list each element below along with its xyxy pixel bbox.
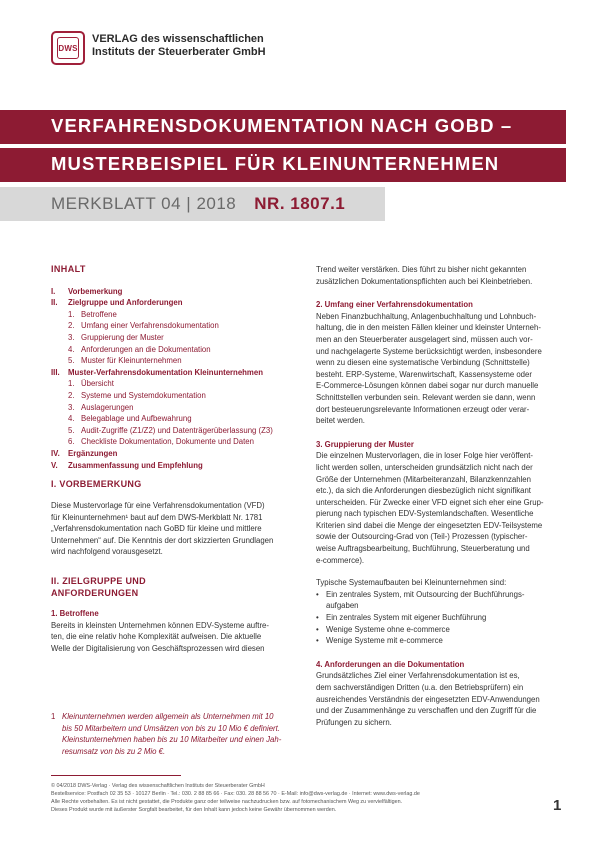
toc-num: 4. (68, 414, 75, 424)
document-number: NR. 1807.1 (254, 194, 346, 213)
footer-line: © 04/2018 DWS-Verlag · Verlag des wissenschaftlichen Instituts der Steuerberater GmbH (51, 783, 265, 789)
toc-subitem[interactable] (51, 425, 295, 437)
toc-num: 6. (68, 437, 75, 447)
text-line: Größe der Unternehmen (Mitarbeiteranzahl, Bilanzkennzahlen (316, 474, 531, 484)
title-line-1: VERFAHRENSDOKUMENTATION NACH GOBD – (0, 110, 566, 144)
typical-systems-intro: Typische Systemaufbauten bei Kleinunternehmen sind: (316, 578, 507, 588)
text-line: E-Commerce-Lösungen können dabei sogar nur durch manuelle (316, 381, 539, 391)
left-column (51, 264, 295, 654)
text-line: Kleinstunternehmen haben bis zu 10 Mitarbeiter und einen Jah- (62, 735, 282, 745)
footer-line: Bestellservice: Postfach 02 35 53 · 10127 Berlin · Tel.: 030. 2 88 85 66 · Fax: 030. 28 88 56 70 · E-Mail: info@dws-verlag.de · Internet: www.dws-verlag.de (51, 791, 420, 797)
text-line: Diese Mustervorlage für eine Verfahrensdokumentation (VFD) (51, 501, 265, 511)
toc-num: 3. (68, 402, 75, 412)
text-line: besteht. ERP-Systeme, Warenwirtschaft, Kassensysteme oder (316, 369, 532, 379)
text-line: für Kleinunternehmen¹ baut auf dem DWS-Merkblatt Nr. 1781 (51, 512, 263, 522)
text-line: Die einzelnen Mustervorlagen, die in loser Folge hier veröffent- (316, 451, 533, 461)
anforderungen-paragraph (316, 670, 562, 728)
toc-label: Muster-Verfahrensdokumentation Kleinunternehmen (68, 367, 263, 377)
text-line: Prüfungen zu sichern. (316, 717, 392, 727)
text-line: pierung nach typischen EDV-Systemlandschaften. Wesentliche (316, 509, 534, 519)
toc-item[interactable] (51, 297, 295, 309)
toc-num: 2. (68, 321, 75, 331)
merkblatt-band (0, 187, 385, 221)
toc-label: Übersicht (81, 379, 114, 389)
text-line: • Wenige Systeme ohne e-commerce (326, 624, 450, 634)
subheading-gruppierung: 3. Gruppierung der Muster (316, 439, 414, 449)
toc-label: Belegablage und Aufbewahrung (81, 414, 192, 424)
footer-line: Alle Rechte vorbehalten. Es ist nicht gestattet, die Produkte ganz oder teilweise nachzudrucken bzw. auf fotomechanischem Weg zu vervielfältigen. (51, 799, 403, 805)
text-line: resumsatz von bis zu 2 Mio €. (62, 746, 166, 756)
toc-label: Zielgruppe und Anforderungen (68, 298, 183, 308)
text-line: Welle der Digitalisierung von Geschäftsprozessen wird diesen (51, 643, 265, 653)
text-line: Trend weiter verstärken. Dies führt zu bisher nicht gekannten (316, 265, 527, 274)
text-line: sowie der Outsourcing-Grad von (Teil-) Prozessen (typischer- (316, 532, 528, 542)
text-line: • Ein zentrales System mit eigener Buchführung (326, 613, 487, 623)
toc-label: Zusammenfassung und Empfehlung (68, 460, 203, 470)
toc-label: Gruppierung der Muster (81, 332, 164, 342)
publisher-name (92, 33, 266, 59)
toc-num: 3. (68, 332, 75, 342)
toc-subitem[interactable] (51, 378, 295, 390)
toc-label: Audit-Zugriffe (Z1/Z2) und Datenträgerüberlassung (Z3) (81, 425, 273, 435)
toc-label: Umfang einer Verfahrensdokumentation (81, 321, 219, 331)
list-item (316, 589, 562, 612)
toc-label: Ergänzungen (68, 448, 118, 458)
toc-label: Systeme und Systemdokumentation (81, 390, 206, 400)
text-line: aufgaben (326, 601, 359, 611)
footer-divider (51, 775, 181, 776)
toc-subitem[interactable] (51, 320, 295, 332)
footer-line: Dieses Produkt wurde mit äußerster Sorgfalt bearbeitet, für den Inhalt kann jedoch keine Gewähr übernommen werden. (51, 807, 337, 813)
toc-num: 2. (68, 390, 75, 400)
subheading-betroffene: 1. Betroffene (51, 609, 99, 619)
text-line: dort besteuerungsrelevante Informationen erzeugt oder verar- (316, 404, 530, 414)
footer-imprint (51, 782, 531, 814)
publisher-line-2: Instituts der Steuerberater GmbH (92, 46, 266, 58)
gruppierung-paragraph (316, 450, 562, 566)
toc-num: 1. (68, 309, 75, 319)
toc-label: Muster für Kleinunternehmen (81, 356, 182, 366)
footnote-number: 1 (51, 712, 56, 721)
text-line: men an den Steuerberater ausgelagert sind, müssen auch vor- (316, 334, 533, 344)
text-line: wenn zu diesen eine systematische Verbindung (Schnittstelle) (316, 358, 530, 368)
text-line: e-commerce). (316, 555, 365, 565)
toc-subitem[interactable] (51, 390, 295, 402)
toc-subitem[interactable] (51, 332, 295, 344)
text-line: ten, die eine relativ hohe Komplexität aufweisen. Die aktuelle (51, 632, 262, 642)
text-line: weise Auftragsbearbeitung, Buchführung, Steuerberatung und (316, 544, 530, 554)
list-item (316, 624, 562, 636)
toc-subitem[interactable] (51, 436, 295, 448)
text-line: beitet werden. (316, 416, 365, 426)
toc-item[interactable] (51, 286, 295, 298)
toc-subitem[interactable] (51, 309, 295, 321)
text-line: dem sachverständigen Dritten (u.a. den Betriebsprüfern) ein (316, 683, 524, 692)
toc-item[interactable] (51, 367, 295, 379)
title-line-2: MUSTERBEISPIEL FÜR KLEINUNTERNEHMEN (0, 148, 566, 182)
dws-logo (51, 31, 85, 65)
umfang-paragraph (316, 311, 562, 427)
section-heading-zielgruppe (51, 575, 295, 599)
text-line: licht werden sollen, unterscheiden grundsätzlich nicht nach der (316, 462, 533, 472)
list-item (316, 612, 562, 624)
text-line: haltung, die in den meisten Fällen kleiner und kleinster Unterneh- (316, 323, 541, 333)
toc-subitem[interactable] (51, 344, 295, 356)
betroffene-paragraph (51, 620, 295, 655)
text-line: wird nachfolgend vorausgesetzt. (51, 547, 163, 557)
text-line: Neben Finanzbuchhaltung, Anlagenbuchhaltung und Lohnbuch- (316, 311, 537, 321)
toc-label: Vorbemerkung (68, 286, 123, 296)
toc-num: III. (51, 367, 60, 377)
merkblatt-label: MERKBLATT 04 | 2018 (51, 194, 237, 213)
toc-num: V. (51, 460, 58, 470)
subheading-anforderungen: 4. Anforderungen an die Dokumentation (316, 659, 465, 669)
text-line: und der Zusammenhänge zu verschaffen und den Zugriff für die (316, 706, 537, 716)
table-of-contents (51, 286, 295, 472)
toc-num: 5. (68, 356, 75, 366)
text-line: Kleinunternehmen werden allgemein als Unternehmen mit 10 (62, 712, 274, 721)
logo-text: DWS (57, 37, 79, 59)
toc-num: 1. (68, 379, 75, 389)
text-line: • Ein zentrales System, mit Outsourcing der Buchführungs- (326, 589, 525, 599)
heading-line: ANFORDERUNGEN (51, 588, 139, 599)
toc-label: Betroffene (81, 309, 117, 319)
footnote (51, 711, 295, 757)
toc-subitem[interactable] (51, 355, 295, 367)
toc-label: Checkliste Dokumentation, Dokumente und Daten (81, 437, 254, 447)
text-line: „Verfahrensdokumentation nach GoBD für kleine und mittlere (51, 524, 262, 534)
toc-num: I. (51, 286, 56, 296)
toc-subitem[interactable] (51, 413, 295, 425)
systems-list (316, 589, 562, 647)
toc-heading: INHALT (51, 264, 86, 274)
section-heading-vorbemerkung: I. VORBEMERKUNG (51, 479, 142, 490)
subheading-umfang: 2. Umfang einer Verfahrensdokumentation (316, 300, 473, 310)
list-item (316, 635, 562, 647)
text-line: Unternehmen“ auf. Die Kenntnis der dort skizzierten Grundlagen (51, 535, 274, 545)
toc-label: Anforderungen an die Dokumentation (81, 344, 211, 354)
vorbemerkung-paragraph (51, 500, 295, 558)
toc-num: II. (51, 298, 58, 308)
text-line: Bereits in kleinsten Unternehmen können EDV-Systeme auftre- (51, 620, 269, 630)
heading-line: II. ZIELGRUPPE UND (51, 576, 146, 587)
text-line: Grundsätzliches Ziel einer Verfahrensdokumentation ist es, (316, 671, 520, 681)
toc-item[interactable] (51, 448, 295, 460)
publisher-line-1: VERLAG des wissenschaftlichen (92, 33, 264, 45)
toc-num: 5. (68, 425, 75, 435)
text-line: bis 50 Mitarbeitern und Umsätzen von bis zu 10 Mio € definiert. (62, 723, 280, 733)
text-line: und nachgelagerte Systeme berücksichtigt werden, insbesondere (316, 346, 542, 356)
toc-item[interactable] (51, 460, 295, 472)
toc-num: 4. (68, 344, 75, 354)
text-line: Schnittstellen verbunden sein. Relevant werden sie dann, wenn (316, 392, 536, 402)
text-line: Kriterien sind dabei die Menge der eingesetzten EDV-Teilsysteme (316, 520, 543, 530)
footnote-text (62, 711, 295, 757)
text-line: etc.), da sich die Anforderungen diesbezüglich nicht signifikant (316, 486, 531, 496)
text-line: unterscheiden. Für Zwecke einer VFD eignet sich eher eine Grup- (316, 497, 544, 507)
toc-subitem[interactable] (51, 402, 295, 414)
text-line: • Wenige Systeme mit e-commerce (326, 636, 443, 646)
text-line: ausreichendes Verständnis der eingesetzten EDV-Anwendungen (316, 694, 540, 704)
text-line: zusätzlichen Dokumentationspflichten auch bei Kleinbetrieben. (316, 276, 533, 286)
toc-num: IV. (51, 448, 60, 458)
page-number: 1 (553, 797, 562, 814)
intro-paragraph (316, 264, 562, 287)
right-column (316, 264, 562, 728)
toc-label: Auslagerungen (81, 402, 134, 412)
